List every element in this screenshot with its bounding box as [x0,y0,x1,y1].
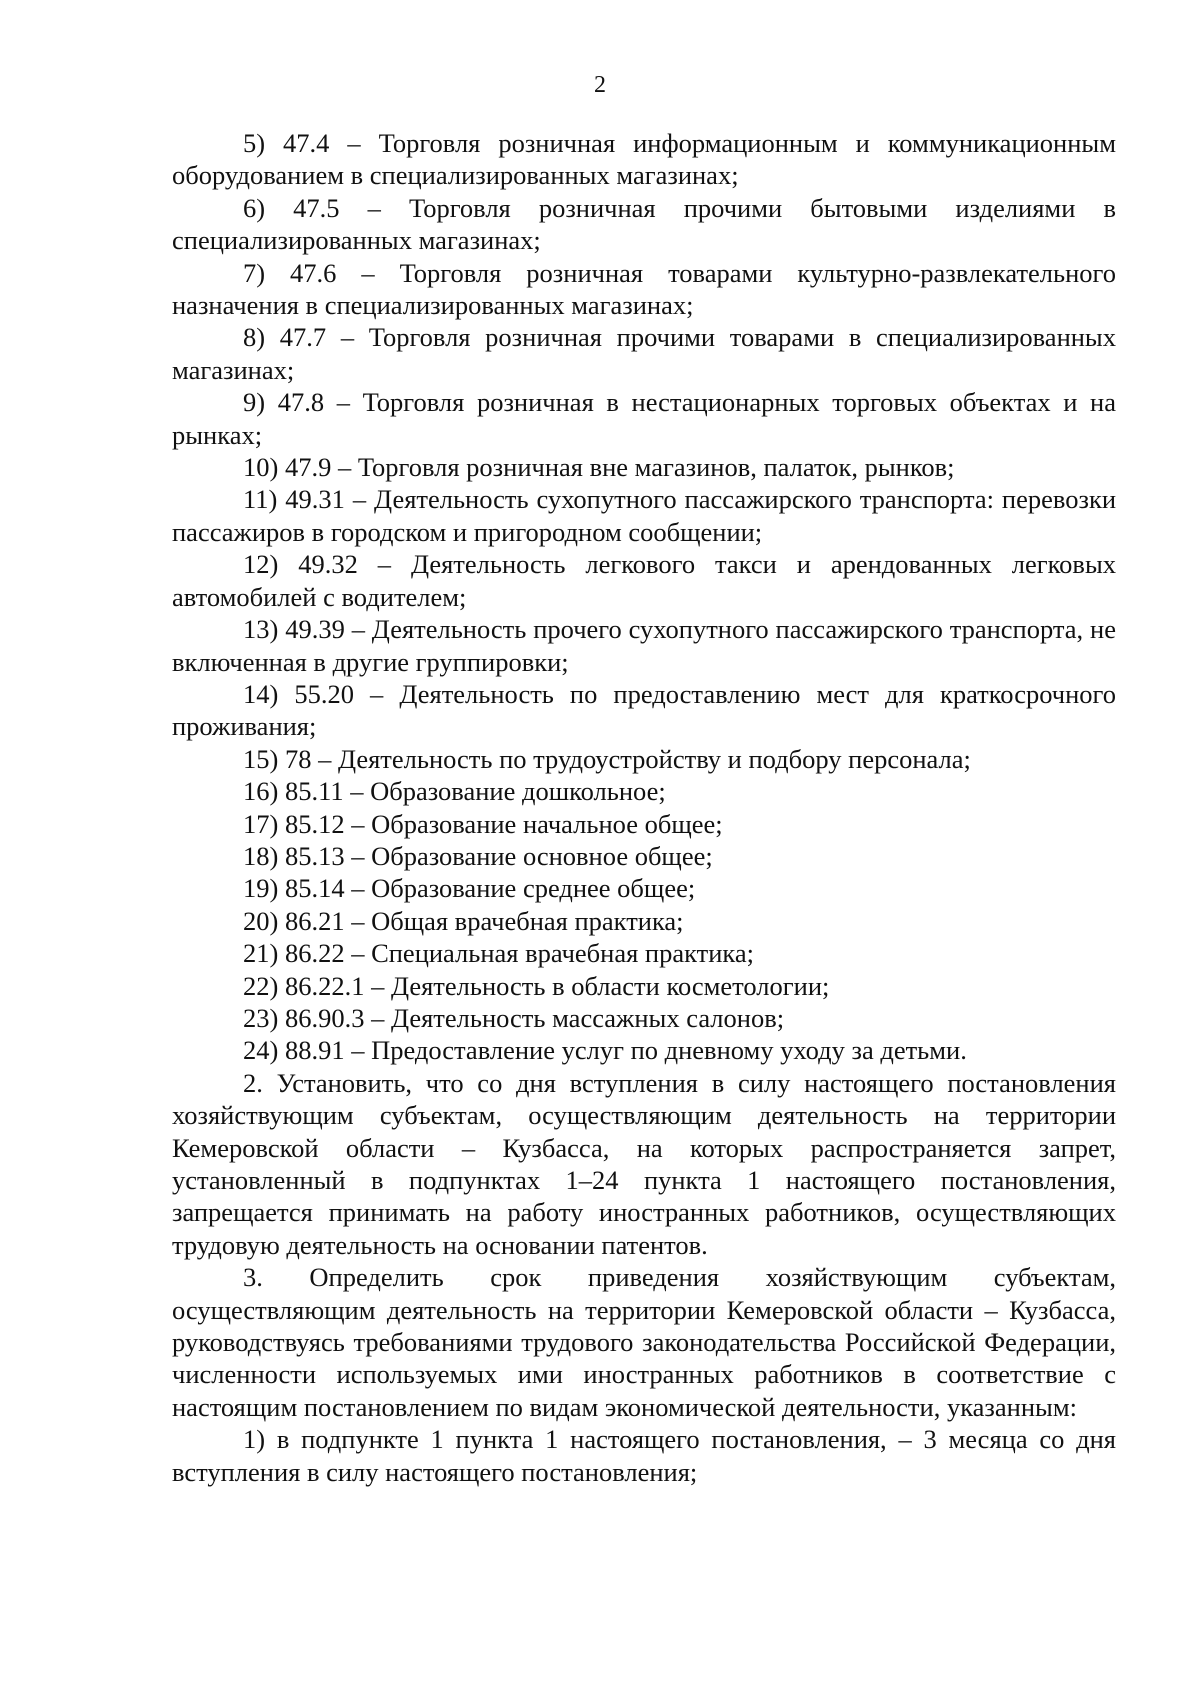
list-item-10: 10) 47.9 – Торговля розничная вне магазинов, палаток, рынков; [243,452,955,483]
list-item-17: 17) 85.12 – Образование начальное общее; [243,808,723,839]
clause-3-item-1: 1) в подпункте 1 пункта 1 настоящего постановления, – 3 месяца со дня вступления в силу настоящего постановления; [172,1424,1116,1487]
list-item-24: 24) 88.91 – Предоставление услуг по дневному уходу за детьми. [243,1035,967,1066]
list-item-19: 19) 85.14 – Образование среднее общее; [243,873,696,904]
list-item-12: 12) 49.32 – Деятельность легкового такси и арендованных легковых автомобилей с водителем; [172,549,1116,612]
list-item-6: 6) 47.5 – Торговля розничная прочими бытовыми изделиями в специализированных магазинах; [172,192,1116,256]
list-item-5: 5) 47.4 – Торговля розничная информационным и коммуникационным оборудованием в специализированных магазинах; [172,128,1116,191]
list-item-15: 15) 78 – Деятельность по трудоустройству и подбору персонала; [243,743,971,774]
list-item-13: 13) 49.39 – Деятельность прочего сухопутного пассажирского транспорта, не включенная в другие группировки; [172,614,1116,677]
list-item-11: 11) 49.31 – Деятельность сухопутного пассажирского транспорта: перевозки пассажиров в городском и пригородном сообщении; [172,484,1116,547]
document-body [172,127,1116,1488]
list-item-20: 20) 86.21 – Общая врачебная практика; [243,905,684,936]
list-item-14: 14) 55.20 – Деятельность по предоставлению мест для краткосрочного проживания; [172,678,1116,742]
clause-2: 2. Установить, что со дня вступления в силу настоящего постановления хозяйствующим субъектам, осуществляющим деятельность на территории Кемеровской области – Кузбасса, на которых распространяется запрет, установленный в подпунктах 1–24 пункта 1 настоящего постановления, запрещается принимать на работу иностранных работников, осуществляющих трудовую деятельность на основании патентов. [172,1067,1116,1260]
list-item-16: 16) 85.11 – Образование дошкольное; [243,776,666,807]
list-item-22: 22) 86.22.1 – Деятельность в области косметологии; [243,970,830,1001]
list-item-7: 7) 47.6 – Торговля розничная товарами культурно-развлекательного назначения в специализированных магазинах; [172,257,1116,321]
list-item-18: 18) 85.13 – Образование основное общее; [243,840,713,871]
clause-3: 3. Определить срок приведения хозяйствующим субъектам, осуществляющим деятельность на территории Кемеровской области – Кузбасса, руководствуясь требованиями трудового законодательства Российской Федерации, численности используемых ими иностранных работников в соответствие с настоящим постановлением по видам экономической деятельности, указанным: [172,1262,1116,1422]
list-item-8: 8) 47.7 – Торговля розничная прочими товарами в специализированных магазинах; [172,322,1116,385]
list-item-21: 21) 86.22 – Специальная врачебная практика; [243,938,754,969]
list-item-9: 9) 47.8 – Торговля розничная в нестационарных торговых объектах и на рынках; [172,387,1116,450]
page-number: 2 [594,72,606,98]
list-item-23: 23) 86.90.3 – Деятельность массажных салонов; [243,1002,785,1033]
